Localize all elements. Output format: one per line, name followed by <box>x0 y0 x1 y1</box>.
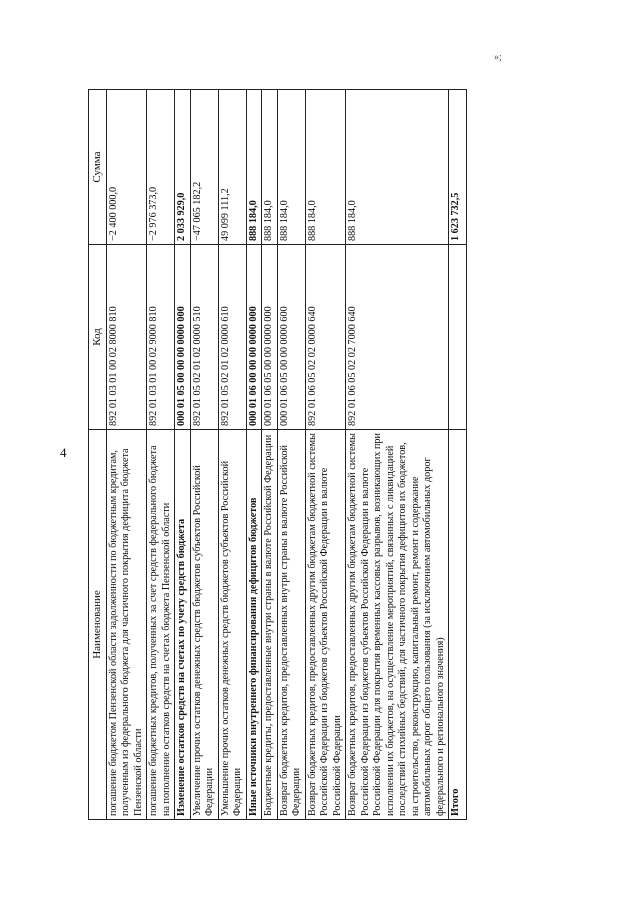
cell-name: Бюджетные кредиты, предоставленные внутри страны в валюте Российской Федерации <box>262 430 278 820</box>
cell-sum: −47 065 182,2 <box>190 90 218 245</box>
cell-code: 000 01 06 05 00 00 0000 600 <box>277 245 305 430</box>
total-row <box>449 90 467 820</box>
table-row <box>175 90 191 820</box>
cell-sum: −2 976 373,0 <box>147 90 175 245</box>
cell-name: Изменение остатков средств на счетах по учету средств бюджета <box>175 430 191 820</box>
cell-sum: 888 184,0 <box>262 90 278 245</box>
total-sum: 1 623 732,5 <box>449 90 467 245</box>
cell-sum: 888 184,0 <box>277 90 305 245</box>
total-code-empty <box>449 245 467 430</box>
table-row <box>346 90 449 820</box>
table-row <box>190 90 218 820</box>
table-header-row <box>89 90 107 820</box>
table-row <box>106 90 147 820</box>
cell-name: погашение бюджетом Пензенской области задолженности по бюджетным кредитам, полученным из федерального бюджета для частичного покрытия дефицита бюджета Пензенской области <box>106 430 147 820</box>
cell-code: 892 01 06 05 02 02 7000 640 <box>346 245 449 430</box>
table-row <box>218 90 246 820</box>
cell-name: Возврат бюджетных кредитов, предоставленных внутри страны в валюте Российской Федерации <box>277 430 305 820</box>
cell-name: Иные источники внутреннего финансирования дефицитов бюджетов <box>246 430 262 820</box>
cell-code: 000 01 06 05 00 00 0000 000 <box>262 245 278 430</box>
header-name: Наименование <box>89 430 107 820</box>
table-body <box>106 90 449 820</box>
table-row <box>262 90 278 820</box>
page-number: 4 <box>60 445 67 460</box>
cell-name: Уменьшение прочих остатков денежных средств бюджетов субъектов Российской Федерации <box>218 430 246 820</box>
cell-sum: 888 184,0 <box>305 90 346 245</box>
table-row <box>277 90 305 820</box>
cell-sum: −2 400 000,0 <box>106 90 147 245</box>
corner-mark: »; <box>494 52 502 63</box>
table-row <box>246 90 262 820</box>
cell-name: Увеличение прочих остатков денежных средств бюджетов субъектов Российской Федерации <box>190 430 218 820</box>
cell-code: 892 01 03 01 00 02 8000 810 <box>106 245 147 430</box>
cell-code: 000 01 06 00 00 00 0000 000 <box>246 245 262 430</box>
table-row <box>147 90 175 820</box>
total-label: Итого <box>449 430 467 820</box>
cell-code: 000 01 05 00 00 00 0000 000 <box>175 245 191 430</box>
sources-table <box>88 89 467 820</box>
cell-name: Возврат бюджетных кредитов, предоставленных другим бюджетам бюджетной системы Российской Федерации из бюджетов субъектов Российской Федерации в валюте Российской Федерации для покрытия временных кассовых разрывов, возникающих при исполнении их бюджетов, на осуществление мероприятий, связанных с ликвидацией последствий стихийных бедствий, для частичного покрытия дефицитов их бюджетов, на строительство, реконструкцию, капитальный ремонт, ремонт и содержание автомобильных дорог общего пользования (за исключением автомобильных дорог федерального и регионального значения) <box>346 430 449 820</box>
table-row <box>305 90 346 820</box>
cell-sum: 888 184,0 <box>346 90 449 245</box>
cell-code: 892 01 05 02 01 02 0000 510 <box>190 245 218 430</box>
cell-name: Возврат бюджетных кредитов, предоставленных другим бюджетам бюджетной системы Российской Федерации из бюджетов субъектов Российской Федерации в валюте Российской Федерации <box>305 430 346 820</box>
cell-code: 892 01 06 05 02 02 0000 640 <box>305 245 346 430</box>
cell-sum: 49 099 111,2 <box>218 90 246 245</box>
cell-sum: 2 033 929,0 <box>175 90 191 245</box>
rotated-table-container <box>88 90 508 820</box>
header-code: Код <box>89 245 107 430</box>
cell-name: погашение бюджетных кредитов, полученных за счет средств федерального бюджета на пополнение остатков средств на счетах бюджета Пензенской области <box>147 430 175 820</box>
cell-code: 892 01 05 02 01 02 0000 610 <box>218 245 246 430</box>
header-sum: Сумма <box>89 90 107 245</box>
cell-sum: 888 184,0 <box>246 90 262 245</box>
cell-code: 892 01 03 01 00 02 9000 810 <box>147 245 175 430</box>
